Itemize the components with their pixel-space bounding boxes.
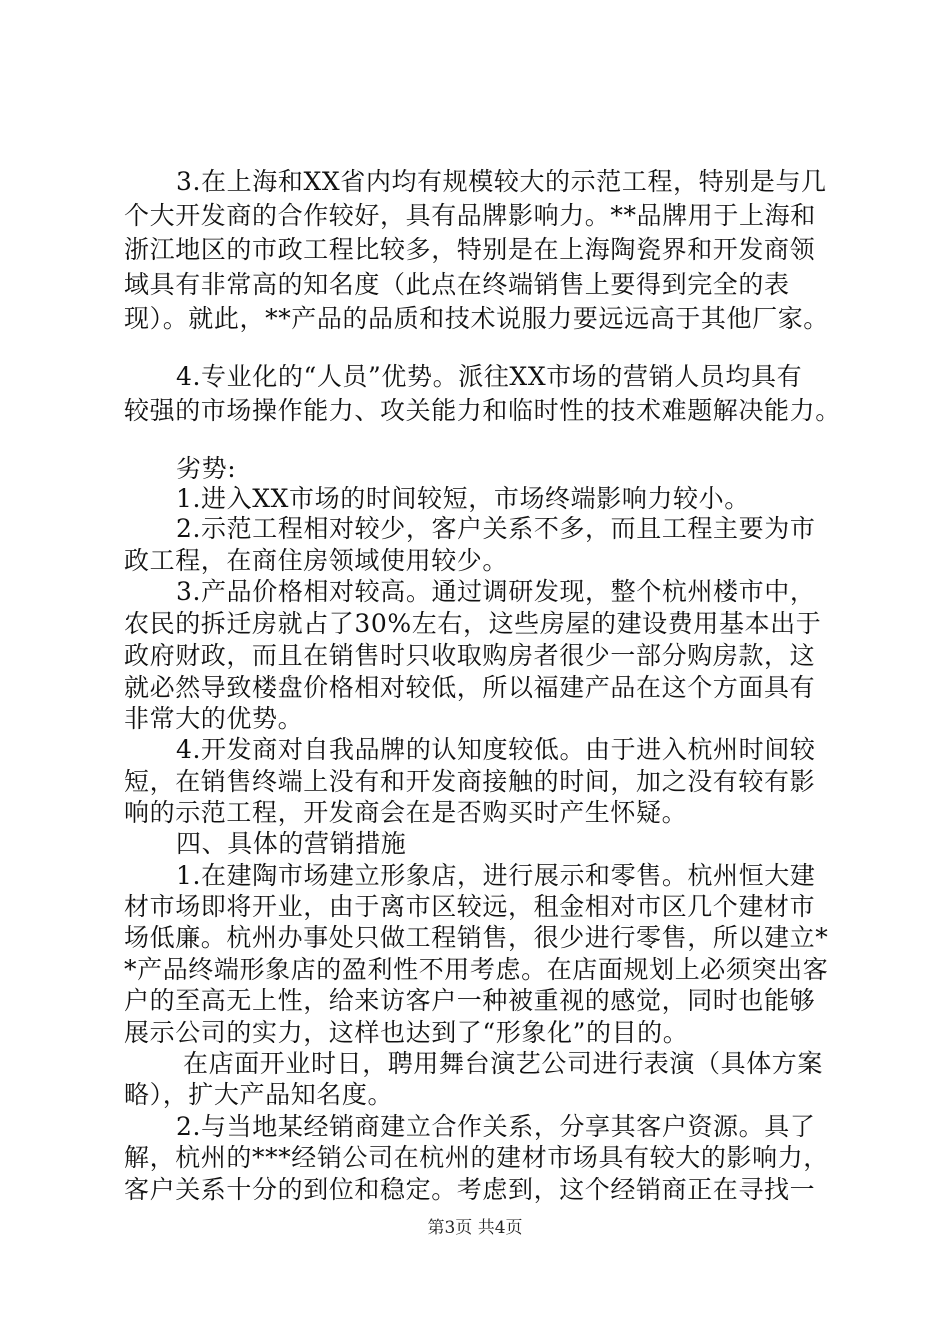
list-item: 3.产品价格相对较高。通过调研发现，整个杭州楼市中， [176, 577, 816, 606]
paragraph-line: *产品终端形象店的盈利性不用考虑。在店面规划上必须突出客 [124, 955, 829, 984]
paragraph-line: 户的至高无上性，给来访客户一种被重视的感觉，同时也能够 [124, 986, 816, 1015]
paragraph-line: 材市场即将开业，由于离市区较远，租金相对市区几个建材市 [124, 892, 816, 921]
section-heading: 四、具体的营销措施 [176, 829, 407, 858]
paragraph-line: 较强的市场操作能力、攻关能力和临时性的技术难题解决能力。 [124, 396, 841, 425]
paragraph-line: 就必然导致楼盘价格相对较低，所以福建产品在这个方面具有 [124, 673, 816, 702]
paragraph-line: 在店面开业时日，聘用舞台演艺公司进行表演（具体方案 [183, 1049, 824, 1078]
paragraph-line: 场低廉。杭州办事处只做工程销售，很少进行零售，所以建立* [124, 923, 829, 952]
paragraph-line: 短，在销售终端上没有和开发商接触的时间，加之没有较有影 [124, 767, 816, 796]
list-item: 2.与当地某经销商建立合作关系，分享其客户资源。具了 [176, 1112, 816, 1141]
paragraph-line: 略），扩大产品知名度。 [124, 1080, 394, 1109]
paragraph-line: 客户关系十分的到位和稳定。考虑到，这个经销商正在寻找一 [124, 1175, 816, 1204]
list-item: 1.在建陶市场建立形象店，进行展示和零售。杭州恒大建 [176, 861, 816, 890]
paragraph-line: 现）。就此，**产品的品质和技术说服力要远远高于其他厂家。 [124, 304, 829, 333]
paragraph-line: 非常大的优势。 [124, 704, 304, 733]
paragraph-line: 浙江地区的市政工程比较多，特别是在上海陶瓷界和开发商领 [124, 235, 816, 264]
list-item: 1.进入XX市场的时间较短，市场终端影响力较小。 [176, 484, 750, 513]
list-item: 2.示范工程相对较少，客户关系不多，而且工程主要为市 [176, 514, 816, 543]
page-number: 第3页 共4页 [427, 1218, 523, 1238]
paragraph-line: 3.在上海和XX省内均有规模较大的示范工程，特别是与几 [176, 167, 827, 196]
paragraph-line: 域具有非常高的知名度（此点在终端销售上要得到完全的表 [124, 270, 790, 299]
paragraph-line: 政工程，在商住房领域使用较少。 [124, 546, 509, 575]
paragraph-line: 4.专业化的“人员”优势。派往XX市场的营销人员均具有 [176, 362, 803, 391]
list-item: 4.开发商对自我品牌的认知度较低。由于进入杭州时间较 [176, 735, 816, 764]
paragraph-line: 个大开发商的合作较好，具有品牌影响力。**品牌用于上海和 [124, 201, 816, 230]
paragraph-line: 响的示范工程，开发商会在是否购买时产生怀疑。 [124, 798, 688, 827]
paragraph-line: 解，杭州的***经销公司在杭州的建材市场具有较大的影响力， [124, 1143, 829, 1172]
paragraph-line: 农民的拆迁房就占了30%左右，这些房屋的建设费用基本出于 [124, 609, 822, 638]
section-heading: 劣势: [176, 454, 237, 483]
paragraph-line: 展示公司的实力，这样也达到了“形象化”的目的。 [124, 1018, 689, 1047]
paragraph-line: 政府财政，而且在销售时只收取购房者很少一部分购房款，这 [124, 641, 816, 670]
